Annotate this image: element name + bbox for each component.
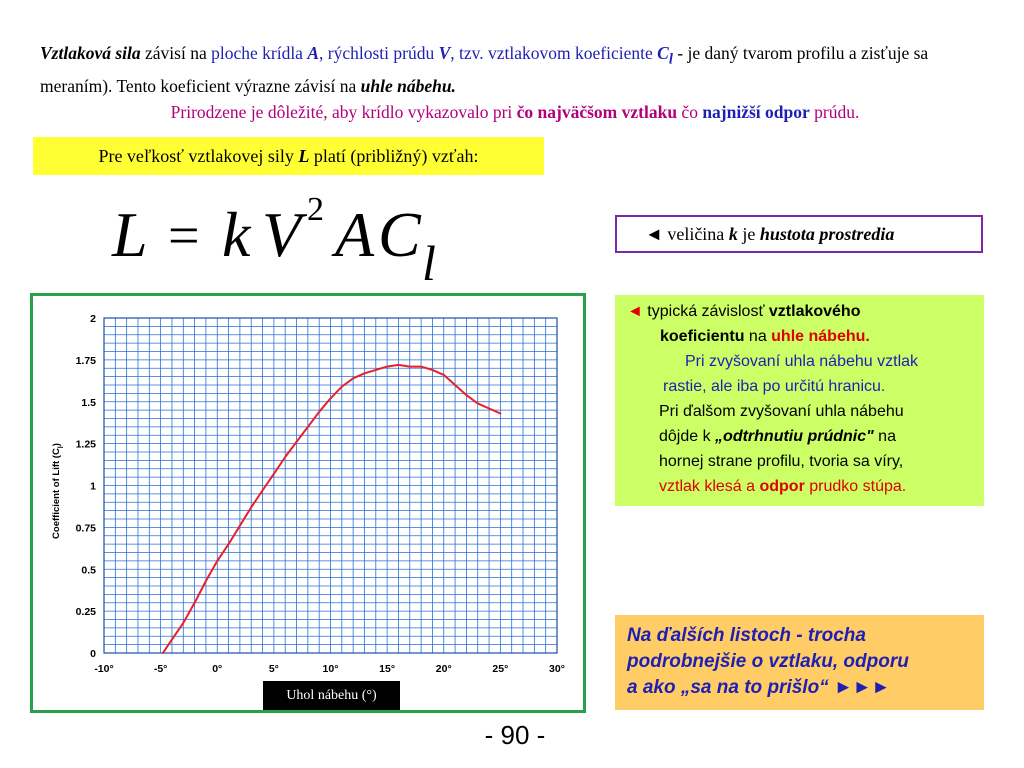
x-tick-label: -5°: [153, 663, 168, 675]
explanation-line-4: rastie, ale iba po určitú hranicu.: [663, 378, 886, 395]
formula-a: A: [335, 199, 375, 270]
term-lift-force: Vztlaková sila: [40, 43, 141, 63]
chart-grid: [104, 318, 557, 653]
y-tick-label: 0: [90, 648, 96, 660]
symbol-v: V: [438, 43, 451, 63]
explanation-text: na: [744, 328, 772, 345]
next-note-line-2: podrobnejšie o vztlaku, odporu: [627, 651, 909, 672]
page-number: - 90 -: [484, 720, 546, 750]
formula-exponent: 2: [307, 191, 324, 228]
chart-x-axis-label: Uhol nábehu (°): [263, 681, 400, 710]
formula-intro-box: [33, 137, 544, 175]
x-tick-label: 5°: [268, 663, 279, 675]
symbol-a: A: [307, 43, 320, 63]
y-tick-label: 0.25: [75, 606, 96, 619]
formula-k: k: [222, 199, 251, 270]
term-angle-of-attack: uhle nábehu.: [360, 75, 456, 96]
term-min-drag: najnižší odpor: [702, 101, 810, 122]
formula-v: V: [262, 199, 302, 270]
next-note-line-3: a ako „sa na to prišlo“ ►►►: [627, 677, 891, 698]
x-tick-label: 25°: [492, 663, 509, 675]
x-tick-label: -10°: [94, 663, 114, 675]
left-arrow-icon: ◄: [645, 224, 663, 244]
formula-equals: =: [168, 205, 200, 267]
formula-subscript: l: [422, 235, 436, 288]
term-flow-separation: „odtrhnutiu prúdnic": [715, 428, 874, 445]
y-tick-label: 0.5: [81, 564, 96, 577]
left-arrow-icon: ◄: [627, 303, 643, 320]
explanation-line-3: Pri zvyšovaní uhla nábehu vztlak: [685, 353, 919, 370]
y-tick-label: 1: [90, 480, 96, 493]
intro-text-run: závisí na: [140, 43, 212, 63]
series-line-cl: [163, 365, 501, 653]
symbol-c-subscript: l: [668, 51, 673, 68]
x-tick-label: 10°: [322, 663, 339, 675]
chart-series: [163, 365, 501, 653]
x-tick-label: 20°: [435, 663, 452, 675]
k-note-text: veličina: [662, 224, 729, 244]
explanation-text: vztlak klesá a: [659, 478, 760, 495]
term-wing-area: ploche krídla: [211, 43, 308, 63]
x-tick-label: 30°: [549, 663, 565, 675]
y-tick-label: 0.75: [75, 522, 96, 535]
symbol-k: k: [728, 224, 738, 244]
lift-coefficient-chart: [33, 296, 583, 710]
intro-text: [40, 40, 990, 125]
term-drag-red: odpor: [759, 478, 805, 495]
term-lift-coefficient-bold: vztlakového: [768, 303, 861, 320]
explanation-text: typická závislosť: [642, 303, 769, 320]
lift-curve-explanation: [615, 295, 984, 506]
intro-text-run: Prirodzene je dôležité, aby krídlo vykazovalo pri: [170, 101, 517, 122]
term-coefficient-bold: koeficientu: [660, 328, 745, 345]
term-angle-of-attack-red: uhle nábehu.: [771, 328, 870, 345]
explanation-text: na: [873, 428, 896, 445]
explanation-line-7: hornej strane profilu, tvoria sa víry,: [659, 453, 904, 470]
symbol-c: C: [657, 43, 669, 63]
y-tick-label: 1.25: [75, 438, 96, 451]
intro-paragraph-1: [40, 40, 990, 99]
formula-c: C: [378, 199, 421, 270]
formula-l: L: [112, 199, 148, 270]
symbol-l: L: [298, 146, 310, 166]
x-tick-label: 15°: [379, 663, 396, 675]
next-note-line-1: Na ďalších listoch - trocha: [627, 625, 866, 646]
formula-intro-text: platí (približný) vzťah:: [309, 146, 479, 166]
formula-intro-text: Pre veľkosť vztlakovej sily: [98, 146, 299, 166]
chart-y-axis-label-end: ): [51, 443, 62, 447]
lift-formula: [110, 188, 470, 288]
explanation-line-8: [627, 474, 974, 499]
term-lift-coefficient: , tzv. vztlakovom koeficiente: [450, 43, 658, 63]
y-tick-label: 1.5: [81, 396, 96, 409]
explanation-line-2: [627, 324, 974, 349]
y-tick-label: 1.75: [75, 354, 96, 367]
intro-text-run: - je daný tvarom profilu a zisťuje sa meraním). Tento koeficient výrazne závisí na: [40, 43, 929, 96]
explanation-text: dôjde k: [659, 428, 716, 445]
intro-text-run: prúdu.: [809, 101, 860, 122]
explanation-text: prudko stúpa.: [804, 478, 907, 495]
k-note-text: je: [737, 224, 760, 244]
x-tick-label: 0°: [212, 663, 223, 675]
term-density: hustota prostredia: [759, 224, 895, 244]
next-slides-note: [615, 615, 984, 710]
explanation-line-1: [627, 299, 974, 324]
term-flow-speed: , rýchlosti prúdu: [319, 43, 439, 63]
chart-y-axis-label-subscript: l: [57, 446, 65, 449]
explanation-line-6: [627, 424, 974, 449]
chart-y-axis-label: [51, 443, 65, 539]
intro-paragraph-2: [40, 99, 990, 125]
chart-y-axis-label-text: Coefficient of Lift (C: [51, 448, 62, 539]
k-note-box: [615, 215, 983, 253]
y-tick-label: 2: [90, 313, 96, 325]
term-max-lift: čo najväčšom vztlaku: [516, 101, 678, 122]
intro-text-run: čo: [677, 101, 703, 122]
explanation-line-5: Pri ďalšom zvyšovaní uhla nábehu: [659, 403, 904, 420]
